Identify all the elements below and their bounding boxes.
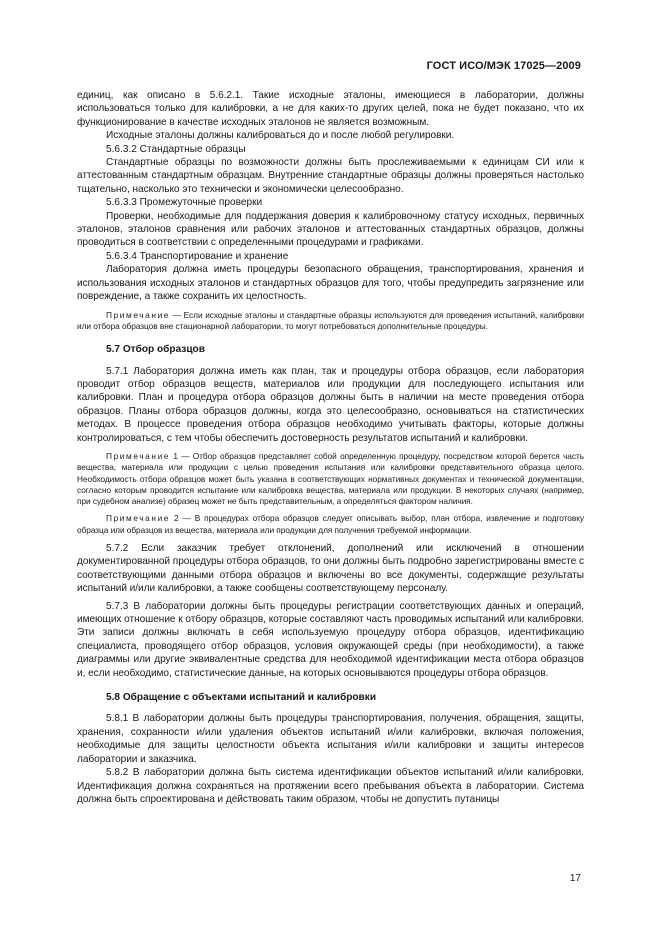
note-text: 2 — В процедурах отбора образцов следует описывать выбор, план отбора, извлечение и подготовку образца или образцов из вещества, материала или продукции для получения требуемой информации. [77, 513, 584, 535]
page-content [77, 89, 584, 806]
note-text: 1 — Отбор образцов представляет собой определенную процедуру, посредством которой берется часть вещества, материала или продукции с целью проведения испытания или калибровки представительного образца целого. Необходимость отбора образцов может быть указана в соответствующих нормативных документах и технической документации, согласно которым проводится испытание или калибровка вещества, материала или продукции. В некоторых случаях (например, при судебном анализе) образец может не быть представительным, а определяться фактором наличия. [77, 450, 584, 507]
subsection-heading-5-6-3-4: 5.6.3.4 Транспортирование и хранение [106, 250, 289, 262]
paragraph: 5.8.1 В лаборатории должны быть процедуры транспортирования, получения, обращения, защиты, хранения, сохранности и/или удаления объектов испытаний и/или калибровки, включая положения, необходимые для защиты целостности объекта испытания и/или калибровки и защиты интересов лаборатории и заказчика. [77, 713, 584, 765]
section-heading-5-8: 5.8 Обращение с объектами испытаний и калибровки [106, 692, 377, 704]
paragraph: Проверки, необходимые для поддержания доверия к калибровочному статусу исходных, первичных эталонов, эталонов сравнения или рабочих эталонов и аттестованных стандартных образцов, должны проводиться в соответствии с определенными процедурами и графиками. [77, 210, 584, 249]
note [77, 513, 584, 536]
section-heading-5-7: 5.7 Отбор образцов [106, 344, 205, 356]
page-number: 17 [569, 873, 581, 884]
note [77, 451, 584, 507]
paragraph: 5.7.2 Если заказчик требует отклонений, дополнений или исключений в отношении документированной процедуры отбора образцов, то они должны быть подробно зарегистрированы вместе с соответствующими данными отбора образцов и включены во все документы, содержащие результаты испытаний и/или калибровки, а также сообщены соответствующему персоналу. [77, 543, 584, 595]
paragraph: Стандартные образцы по возможности должны быть прослеживаемыми к единицам СИ или к аттестованным стандартным образцам. Внутренние стандартные образцы должны проверяться настолько тщательно, насколько это технически и экономически целесообразно. [77, 157, 584, 195]
note-label: Примечание [106, 450, 171, 461]
note-label: Примечание [106, 309, 171, 320]
paragraph: 5.7.1 Лаборатория должна иметь как план, так и процедуры отбора образцов, если лаборатория проводит отбор образцов веществ, материалов или продукции для последующего испытания или калибровки. План и процедура отбора образцов должны быть в наличии на месте проведения отбора образцов. Планы отбора образцов должны, когда это целесообразно, основываться на статистических методах. В процессе проведения отбора образцов необходимо учитывать факторы, которые должны контролироваться, с тем чтобы обеспечить достоверность результатов испытаний и калибровки. [77, 365, 584, 444]
subsection-heading-5-6-3-2: 5.6.3.2 Стандартные образцы [106, 143, 246, 155]
paragraph: 5.7.3 В лаборатории должны быть процедуры регистрации соответствующих данных и операций, имеющих отношение к отбору образцов, которые составляют часть проводимых испытаний или калибровки. Эти записи должны включать в себя используемую процедуру отбора образцов, идентификацию специалиста, проводящего отбор образцов, условия окружающей среды (при необходимости), а также диаграммы или другие эквивалентные средства для необходимой идентификации места отбора образцов и, если необходимо, статистические данные, на которых основываются процедуры отбора образцов. [77, 600, 584, 679]
note [77, 310, 584, 333]
subsection-heading-5-6-3-3: 5.6.3.3 Промежуточные проверки [106, 197, 263, 209]
paragraph: 5.8.2 В лаборатории должна быть система идентификации объектов испытаний и/или калибровки. Идентификация должна сохраняться на протяжении всего пребывания объекта в лаборатории. Система должна быть спроектирована и действовать таким образом, чтобы не допустить путаницы [77, 767, 584, 805]
paragraph: Исходные эталоны должны калиброваться до и после любой регулировки. [106, 130, 455, 142]
note-label: Примечание [106, 513, 171, 524]
note-text: — Если исходные эталоны и стандартные образцы используются для проведения испытаний, калибровки или отбора образцов вне стационарной лаборатории, то могут потребоваться дополнительные процедуры. [77, 309, 584, 331]
standard-header: ГОСТ ИСО/МЭК 17025—2009 [426, 60, 581, 72]
paragraph: Лаборатория должна иметь процедуры безопасного обращения, транспортирования, хранения и использования исходных эталонов и стандартных образцов для того, чтобы предупредить загрязнение или повреждение, а также сохранить их целостность. [77, 264, 584, 303]
paragraph-continuation: единиц, как описано в 5.6.2.1. Такие исходные эталоны, имеющиеся в лаборатории, должны использоваться только для калибровки, а не для каких-то других целей, пока не будет показано, что их функционирование в качестве исходных эталонов не является возможным. [77, 90, 584, 128]
